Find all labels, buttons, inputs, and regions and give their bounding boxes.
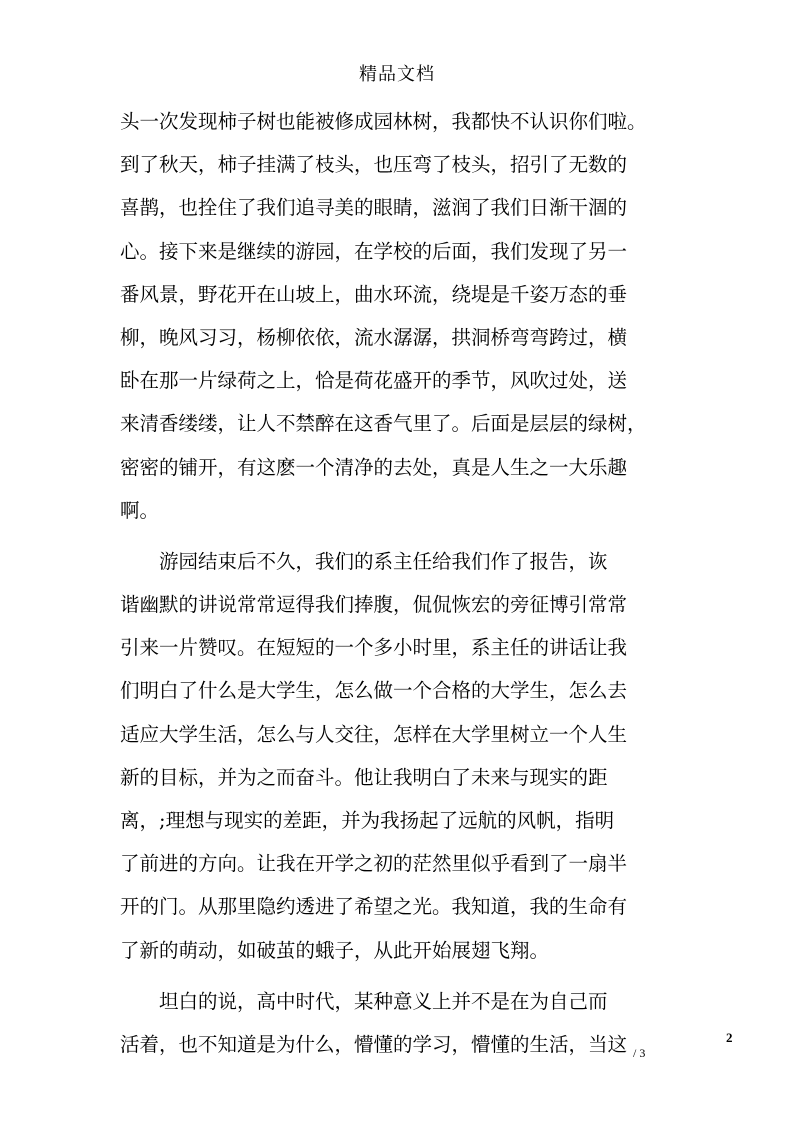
body-text (120, 100, 675, 1066)
text-line: 啊。 (120, 498, 160, 522)
text-line: 开的门。从那里隐约透进了希望之光。我知道，我的生命有 (120, 895, 628, 919)
page-total: / 3 (633, 1046, 646, 1060)
page-number: 2 (726, 1030, 733, 1045)
text-line: 了新的萌动，如破茧的蛾子，从此开始展翅飞翔。 (120, 938, 550, 962)
text-line: 了前进的方向。让我在开学之初的茫然里似乎看到了一扇半 (120, 852, 628, 876)
text-line: 头一次发现柿子树也能被修成园林树，我都快不认识你们啦。 (120, 110, 647, 133)
text-line: 番风景，野花开在山坡上，曲水环流，绕堤是千姿万态的垂 (120, 282, 628, 306)
text-line: 们明白了什么是大学生，怎么做一个合格的大学生，怎么去 (120, 679, 628, 703)
text-line: 新的目标，并为之而奋斗。他让我明白了未来与现实的距 (120, 765, 608, 789)
text-line: 到了秋天，柿子挂满了枝头，也压弯了枝头，招引了无数的 (120, 153, 628, 177)
text-line: 密密的铺开，有这麽一个清净的去处，真是人生之一大乐趣 (120, 455, 628, 479)
text-line: 谐幽默的讲说常常逗得我们捧腹，侃侃恢宏的旁征博引常常 (120, 593, 628, 617)
text-line: 柳，晚风习习，杨柳依依，流水潺潺，拱洞桥弯弯跨过，横 (120, 325, 628, 349)
text-line: 活着，也不知道是为什么，懵懂的学习，懵懂的生活，当这 (120, 1032, 628, 1056)
text-line: 坦白的说，高中时代，某种意义上并不是在为自己而 (120, 989, 608, 1013)
text-line: 引来一片赞叹。在短短的一个多小时里，系主任的讲话让我 (120, 636, 628, 660)
text-line: 适应大学生活，怎么与人交往，怎样在大学里树立一个人生 (120, 722, 628, 746)
text-line: 离，;理想与现实的差距，并为我扬起了远航的风帆，指明 (120, 809, 615, 832)
text-line: 游园结束后不久，我们的系主任给我们作了报告，诙 (120, 549, 608, 573)
text-line: 卧在那一片绿荷之上，恰是荷花盛开的季节，风吹过处，送 (120, 369, 628, 393)
page-header-title: 精品文档 (359, 64, 435, 85)
text-line: 来清香缕缕，让人不禁醉在这香气里了。后面是层层的绿树， (120, 412, 647, 436)
text-line: 心。接下来是继续的游园，在学校的后面，我们发现了另一 (120, 239, 628, 263)
text-line: 喜鹊，也拴住了我们追寻美的眼睛，滋润了我们日渐干涸的 (120, 196, 628, 220)
